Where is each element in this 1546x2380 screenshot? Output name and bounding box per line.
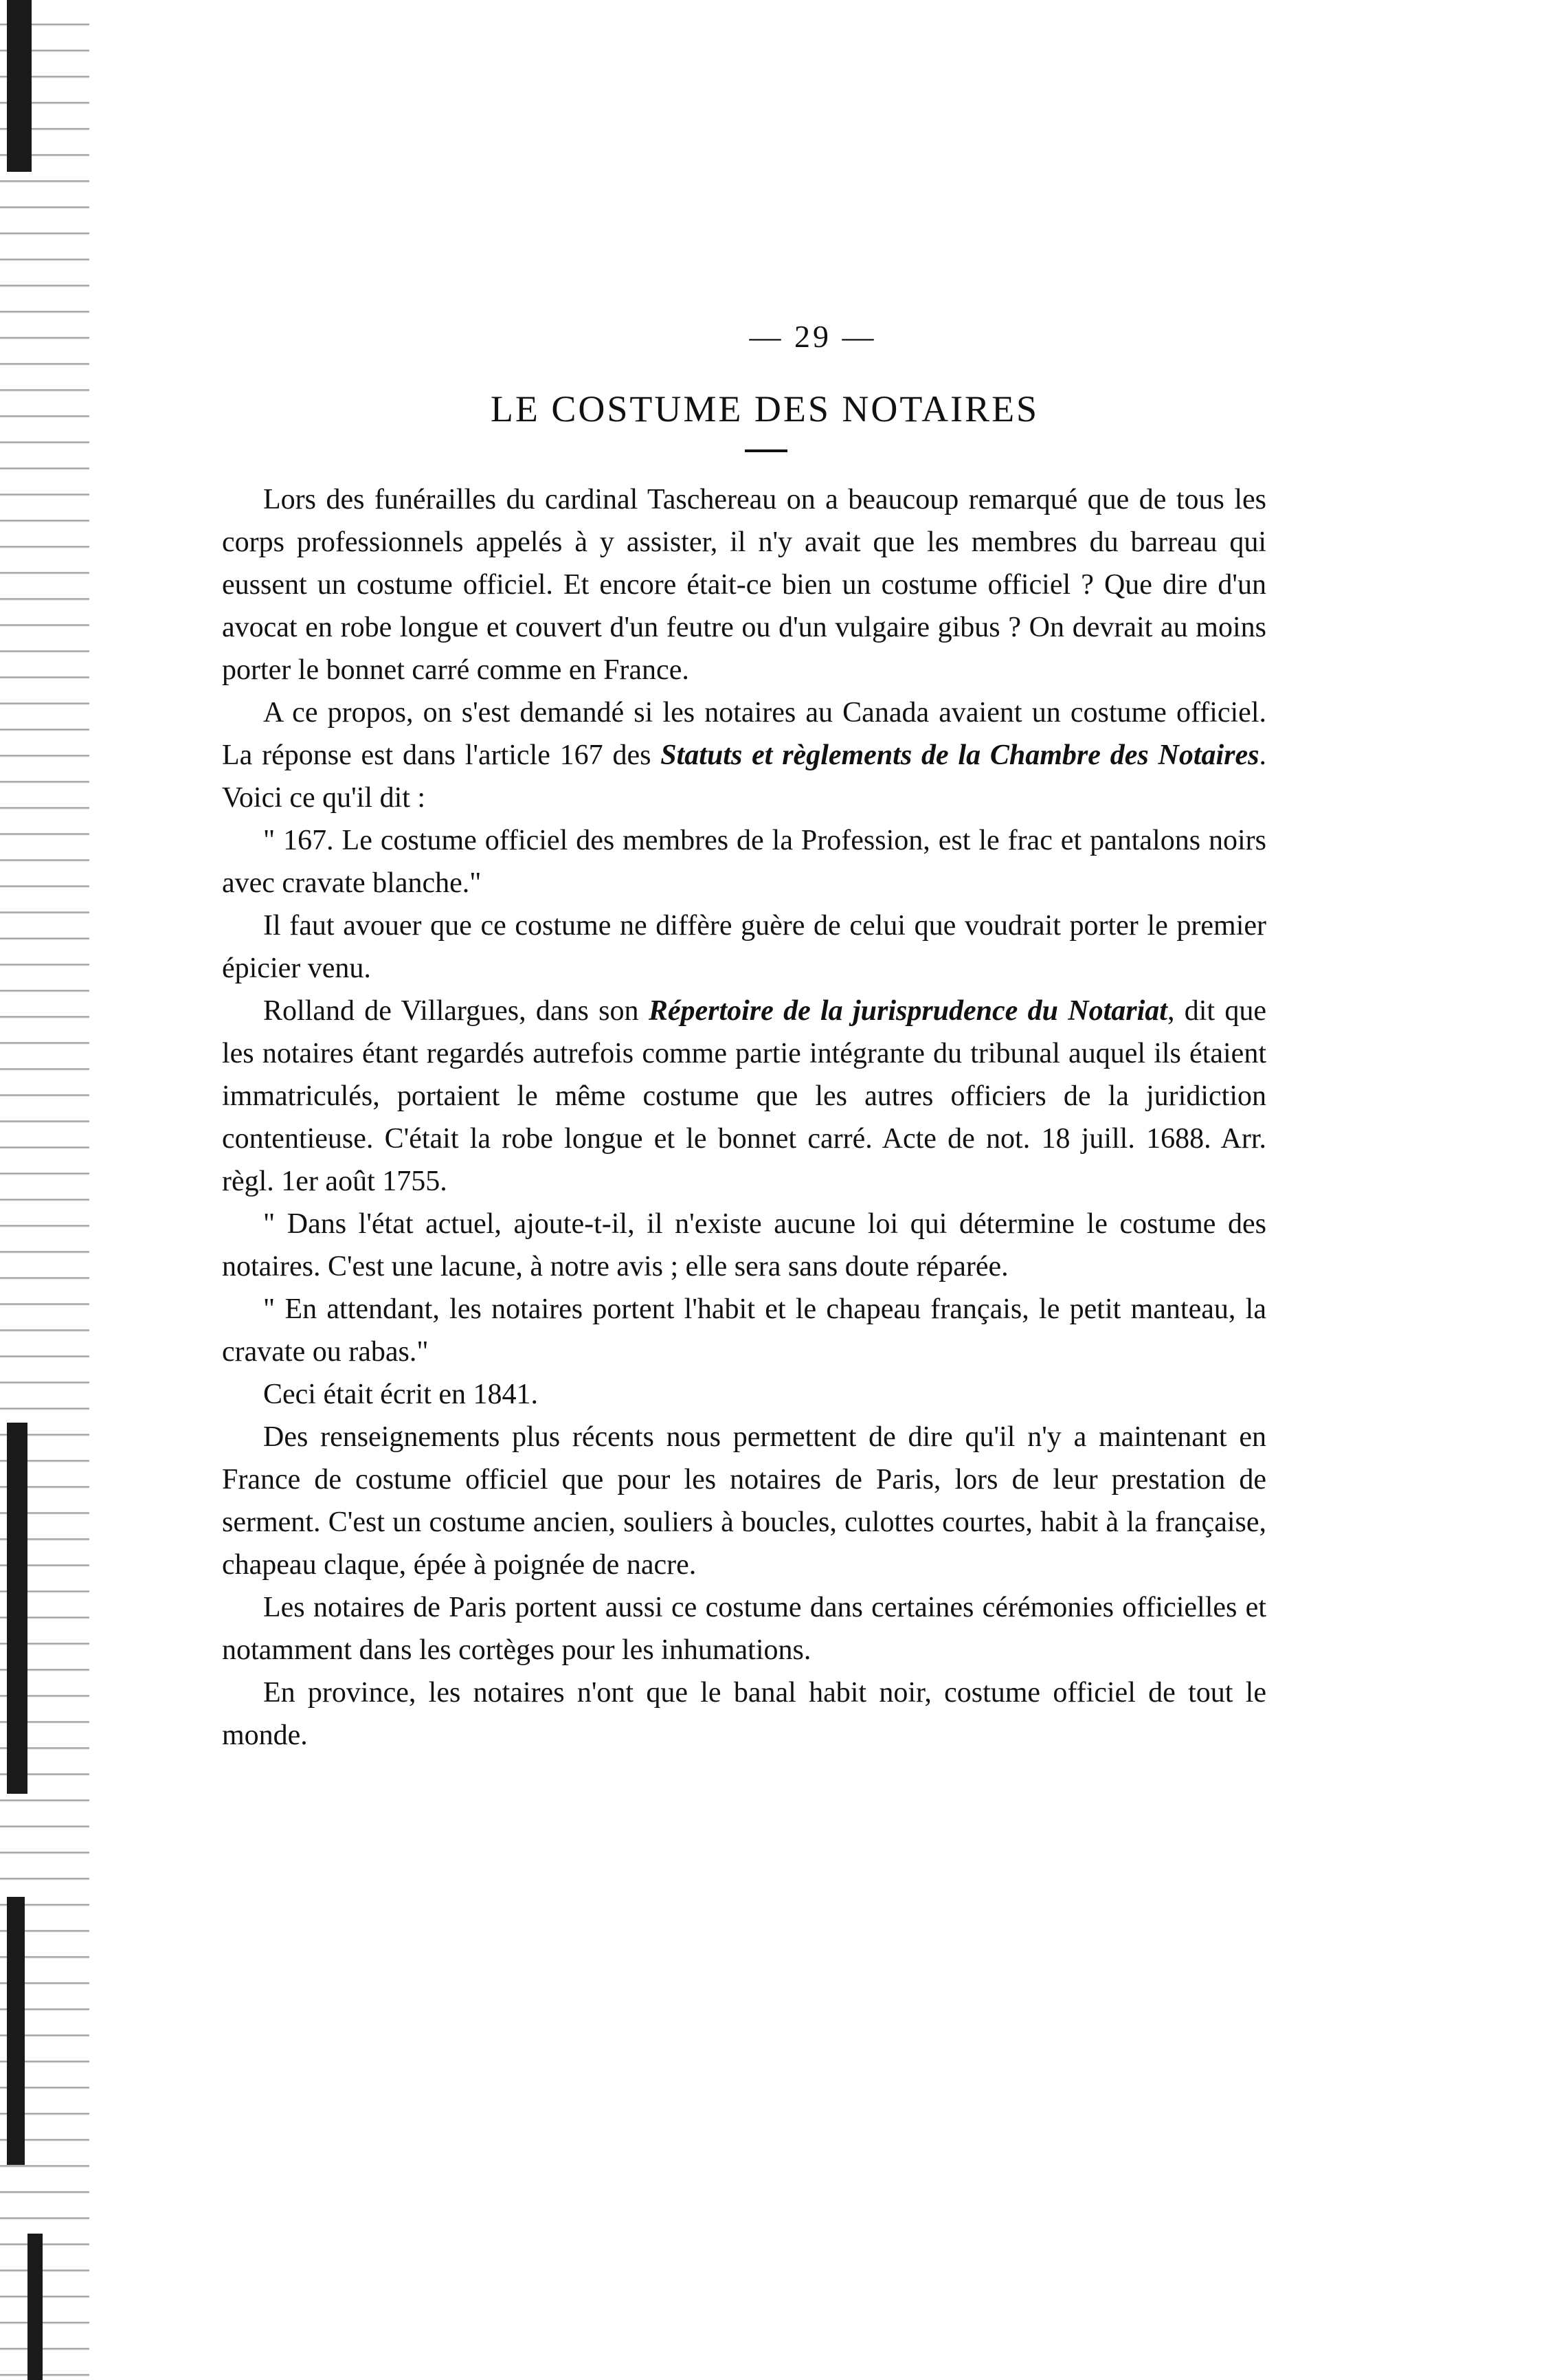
citation-title: Statuts et règlements de la Chambre des Notaires [660,739,1259,771]
scan-mark [27,2234,43,2380]
paragraph: Ceci était écrit en 1841. [263,1379,539,1410]
page-number: — 29 — [749,319,877,354]
paragraph-text: A ce propos, on s'est demandé si les notaires au Canada avaient un costume officiel. La réponse est dans l'article 167 des [222,697,1266,771]
title-divider [745,449,787,452]
paragraph: " Dans l'état actuel, ajoute-t-il, il n'existe aucune loi qui détermine le costume des notaires. C'est une lacune, à notre avis ; elle sera sans doute réparée. [222,1208,1266,1282]
citation-title: Répertoire de la jurisprudence du Notariat [648,995,1167,1027]
paragraph: " 167. Le costume officiel des membres de la Profession, est le frac et pantalons noirs avec cravate blanche." [222,825,1266,899]
paragraph: Les notaires de Paris portent aussi ce costume dans certaines cérémonies officielles et notamment dans les cortèges pour les inhumations. [222,1592,1266,1666]
scan-mark [7,0,32,172]
paragraph-text: . Voici ce qu'il dit : [222,739,1266,814]
document-page [222,316,1266,1757]
paragraph: Des renseignements plus récents nous permettent de dire qu'il n'y a maintenant en France de costume officiel que pour les notaires de Paris, lors de leur prestation de serment. C'est un costume ancien, souliers à boucles, culottes courtes, habit à la française, chapeau claque, épée à poignée de nacre. [222,1421,1266,1581]
paragraph: En province, les notaires n'ont que le banal habit noir, costume officiel de tout le monde. [222,1677,1266,1751]
paragraph [222,990,1266,1203]
paragraph-text: , dit que les notaires étant regardés autrefois comme partie intégrante du tribunal auquel ils étaient immatriculés, portaient le même costume que les autres officiers de la juridiction contentieuse. C'était la robe longue et le bonnet carré. Acte de not. 18 juill. 1688. Arr. règl. 1er août 1755. [222,995,1266,1197]
article-body [222,478,1266,1757]
page-title: LE COSTUME DES NOTAIRES [490,388,1040,430]
scan-binding-edge [0,0,89,2380]
paragraph [222,691,1266,819]
paragraph-text: Rolland de Villargues, dans son [263,995,649,1027]
paragraph: Il faut avouer que ce costume ne diffère guère de celui que voudrait porter le premier épicier venu. [222,910,1266,984]
scan-mark [7,1897,25,2165]
paragraph: Lors des funérailles du cardinal Taschereau on a beaucoup remarqué que de tous les corps professionnels appelés à y assister, il n'y avait que les membres du barreau qui eussent un costume officiel. Et encore était-ce bien un costume officiel ? Que dire d'un avocat en robe longue et couvert d'un feutre ou d'un vulgaire gibus ? On devrait au moins porter le bonnet carré comme en France. [222,484,1266,686]
scan-mark [7,1423,27,1794]
paragraph: " En attendant, les notaires portent l'habit et le chapeau français, le petit manteau, la cravate ou rabas." [222,1293,1266,1368]
